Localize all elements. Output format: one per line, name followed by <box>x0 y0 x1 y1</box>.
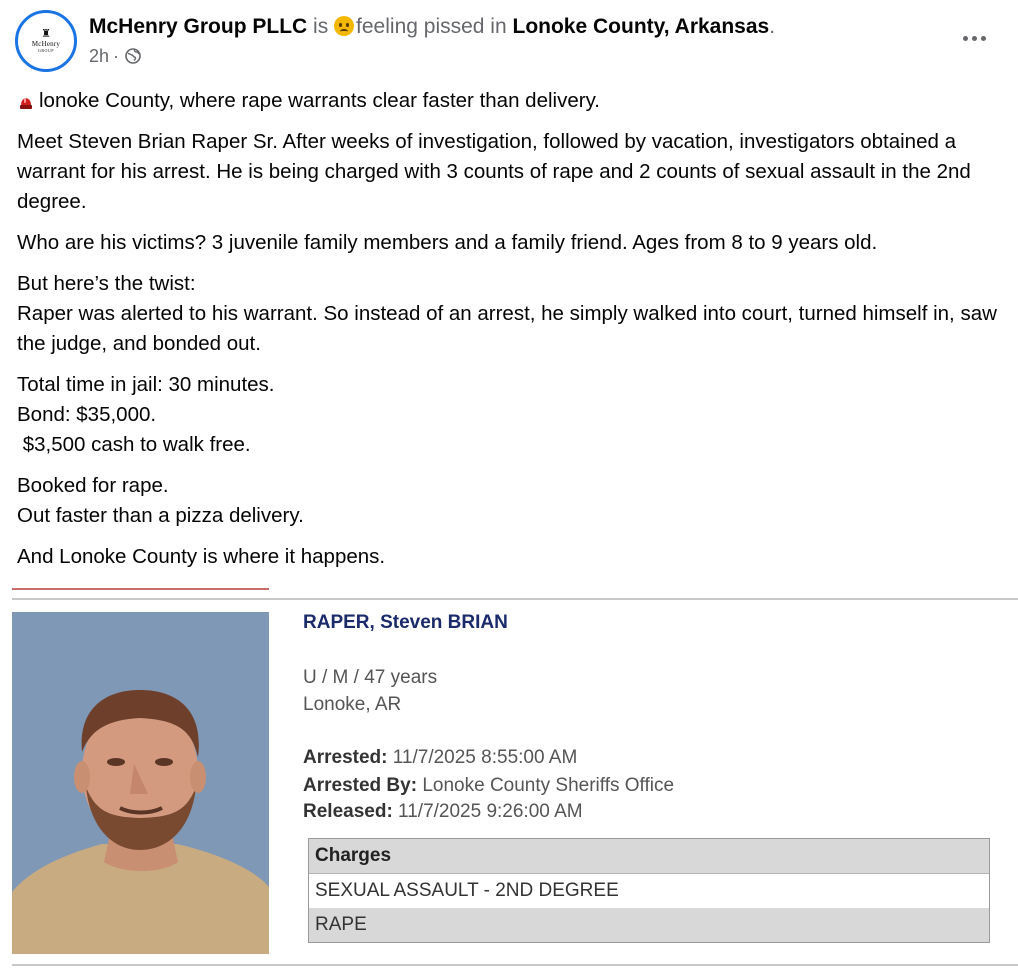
author-name[interactable]: McHenry Group PLLC <box>89 15 308 38</box>
image-bottom-rule <box>12 964 1018 966</box>
post-paragraph-7: And Lonoke County is where it happens. <box>17 545 386 568</box>
post-meta <box>89 44 141 68</box>
location-link[interactable]: Lonoke County, Arkansas <box>512 15 770 38</box>
released-value: 11/7/2025 9:26:00 AM <box>392 801 583 822</box>
arrested-by-value: Lonoke County Sheriffs Office <box>417 775 675 796</box>
post-paragraph-5: Total time in jail: 30 minutes. Bond: $35,000. $3,500 cash to walk free. <box>17 373 275 456</box>
image-top-rule <box>12 598 1018 600</box>
charges-table <box>308 838 990 943</box>
post-paragraph-1: lonoke County, where rape warrants clear faster than delivery. <box>17 86 1002 116</box>
page-avatar[interactable] <box>15 10 77 72</box>
arrested-by-row <box>303 775 674 797</box>
post-timestamp[interactable]: 2h <box>89 46 110 66</box>
logo-mark-icon: ♜ <box>41 28 51 40</box>
arrested-by-label: Arrested By: <box>303 775 418 796</box>
mchenry-logo <box>20 15 72 67</box>
post-paragraph-4: But here’s the twist: Raper was alerted to his warrant. So instead of an arrest, he simply walked into court, turned himself in, saw the judge, and bonded out. <box>17 272 997 355</box>
inmate-demographics: U / M / 47 years <box>303 667 438 688</box>
logo-name: McHenry <box>31 40 61 48</box>
post-body <box>17 86 1002 583</box>
feeling-text: feeling pissed in <box>356 15 507 38</box>
headline-period: . <box>769 15 776 38</box>
released-row <box>303 801 583 823</box>
is-word: is <box>313 15 329 38</box>
inmate-city: Lonoke, AR <box>303 694 402 715</box>
mugshot-photo[interactable] <box>12 612 269 954</box>
post-paragraph-2: Meet Steven Brian Raper Sr. After weeks of investigation, followed by vacation, investigators obtained a warrant for his arrest. He is being charged with 3 counts of rape and 2 counts of sexual assault in the 2nd degree. <box>17 130 971 213</box>
charge-row: SEXUAL ASSAULT - 2ND DEGREE <box>315 880 619 901</box>
arrested-row <box>303 747 577 769</box>
meta-separator: · <box>113 46 120 66</box>
more-dots-icon <box>963 36 986 41</box>
arrested-label: Arrested: <box>303 747 388 768</box>
globe-icon[interactable] <box>125 48 141 64</box>
charges-header: Charges <box>309 839 989 874</box>
inmate-name[interactable]: RAPER, Steven BRIAN <box>303 612 508 633</box>
angry-face-icon <box>334 16 354 36</box>
post-paragraph-6: Booked for rape. Out faster than a pizza delivery. <box>17 474 304 527</box>
logo-sub: GROUP <box>37 48 55 53</box>
more-options-button[interactable] <box>958 26 990 50</box>
siren-icon <box>17 90 35 110</box>
image-top-accent <box>12 588 269 590</box>
charge-row: RAPE <box>309 908 989 942</box>
released-label: Released: <box>303 801 393 822</box>
post-paragraph-3: Who are his victims? 3 juvenile family members and a family friend. Ages from 8 to 9 years old. <box>17 231 878 254</box>
arrested-value: 11/7/2025 8:55:00 AM <box>387 747 578 768</box>
mugshot-illustration <box>12 612 269 954</box>
post-headline <box>89 14 775 40</box>
